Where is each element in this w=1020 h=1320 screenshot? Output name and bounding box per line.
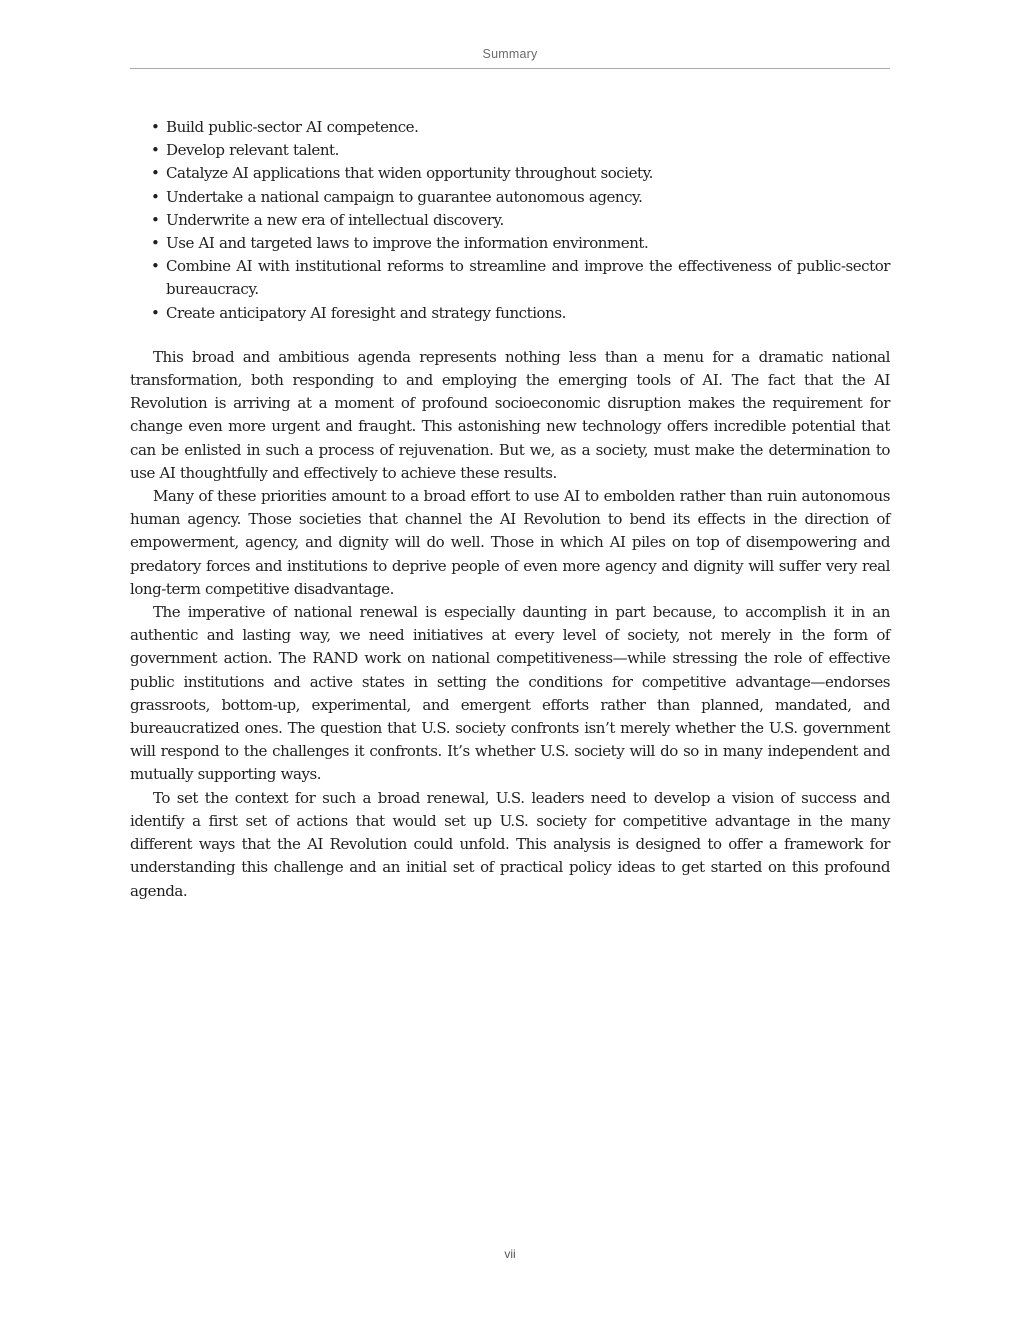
bullet-icon: •	[151, 164, 160, 183]
list-item-text: Catalyze AI applications that widen opportunity throughout society.	[166, 164, 653, 183]
list-item-text: Develop relevant talent.	[166, 141, 339, 160]
list-item	[130, 162, 890, 185]
bullet-icon: •	[151, 210, 160, 229]
header-rule	[130, 68, 890, 69]
page-number: vii	[504, 1247, 516, 1261]
paragraph: Many of these priorities amount to a broad effort to use AI to embolden rather than ruin autonomous human agency. Those societies that channel the AI Revolution to bend its effects in the direction of empowerment, agency, and dignity will do well. Those in which AI piles on top of disempowering and predatory forces and institutions to deprive people of even more agency and dignity will suffer very real long-term competitive disadvantage.	[130, 487, 890, 598]
paragraph: To set the context for such a broad renewal, U.S. leaders need to develop a vision of success and identify a first set of actions that would set up U.S. society for competitive advantage in the many different ways that the AI Revolution could unfold. This analysis is designed to offer a framework for understanding this challenge and an initial set of practical policy ideas to get started on this profound agenda.	[130, 788, 890, 900]
list-item-text: Create anticipatory AI foresight and strategy functions.	[166, 303, 566, 322]
list-item	[130, 255, 890, 301]
bullet-icon: •	[151, 257, 160, 276]
list-item-text: Combine AI with institutional reforms to streamline and improve the effectiveness of public-sector bureaucracy.	[166, 257, 890, 299]
bullet-icon: •	[151, 187, 160, 206]
list-item-text: Use AI and targeted laws to improve the information environment.	[166, 234, 649, 253]
bullet-icon: •	[151, 303, 160, 322]
list-item-text: Underwrite a new era of intellectual discovery.	[166, 210, 504, 229]
list-item	[130, 302, 890, 325]
list-item	[130, 232, 890, 255]
bullet-icon: •	[151, 118, 160, 136]
bullet-icon: •	[151, 141, 160, 160]
bullet-icon: •	[151, 234, 160, 253]
paragraph: This broad and ambitious agenda represents nothing less than a menu for a dramatic national transformation, both responding to and employing the emerging tools of AI. The fact that the AI Revolution is arriving at a moment of profound socioeconomic disruption makes the requirement for change even more urgent and fraught. This astonishing new technology offers incredible potential that can be enlisted in such a process of rejuvenation. But we, as a society, must make the determination to use AI thoughtfully and effectively to achieve these results.	[130, 347, 890, 482]
list-item	[130, 116, 890, 139]
list-item-text: Build public-sector AI competence.	[166, 118, 419, 136]
list-item	[130, 209, 890, 232]
paragraph: The imperative of national renewal is especially daunting in part because, to accomplish it in an authentic and lasting way, we need initiatives at every level of society, not merely in the form of government action. The RAND work on national competitiveness—while stressing the role of effective public institutions and active states in setting the conditions for competitive advantage—endorses grassroots, bottom-up, experimental, and emergent efforts rather than planned, mandated, and bureaucratized ones. The question that U.S. society confronts isn’t merely whether the U.S. government will respond to the challenges it confronts. It’s whether U.S. society will do so in many independent and mutually supporting ways.	[130, 603, 890, 784]
list-item	[130, 139, 890, 162]
running-head: Summary	[482, 47, 538, 61]
list-item-text: Undertake a national campaign to guarantee autonomous agency.	[166, 187, 643, 206]
list-item	[130, 186, 890, 209]
body-text	[130, 116, 890, 903]
recommendation-list	[130, 116, 890, 325]
